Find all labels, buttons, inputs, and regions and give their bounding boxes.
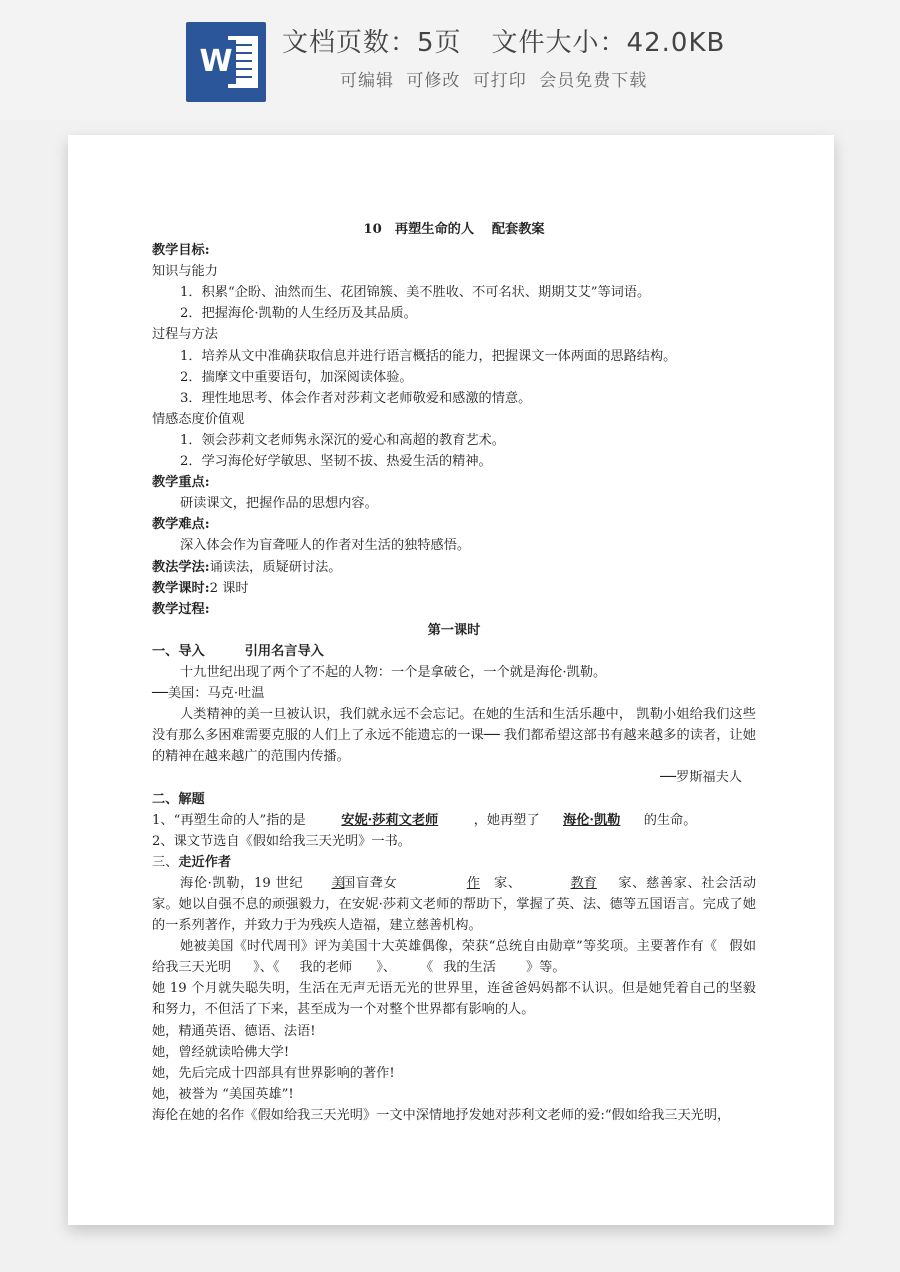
quote-twain: 十九世纪出现了两个了不起的人物：一个是拿破仑，一个就是海伦·凯勒。 <box>180 664 607 680</box>
hours-text: 2 课时 <box>209 580 249 596</box>
author-life: 她 19 个月就失聪失明，生活在无声无语无光的世界里，连爸爸妈妈都不认识。但是她凭着自己的坚毅和努力，不但活了下来，甚至成为一个对整个世界都有影响的人。 <box>152 981 756 1018</box>
method-text: 诵读法，质疑研讨法。 <box>209 559 342 575</box>
author-intro <box>152 873 756 936</box>
key-heading: 教学重点: <box>152 475 210 491</box>
key-text: 研读课文，把握作品的思想内容。 <box>180 496 378 512</box>
honors-e: 《 <box>420 960 434 976</box>
question-1 <box>152 810 756 831</box>
work-title-2: 我的老师 <box>299 960 353 976</box>
blank-education: 教育 <box>570 875 597 891</box>
honors-a: 她被美国《时代周刊》评为美国十大英雄偶像，荣获“总统自由勋章”等奖项。主要著作有《 <box>180 939 718 955</box>
she-line: 她，先后完成十四部具有世界影响的著作! <box>152 1065 395 1081</box>
she-line: 她，曾经就读哈佛大学! <box>152 1044 290 1060</box>
process-item: 1．培养从文中准确获取信息并进行语言概括的能力，把握课文一体两面的思路结构。 <box>180 348 677 364</box>
answer-blank-helen: 海伦·凯勒 <box>563 812 621 828</box>
feature-editable: 可编辑 <box>340 71 394 91</box>
last-line: 海伦在她的名作《假如给我三天光明》一文中深情地抒发她对莎利文老师的爱:“假如给我三天光明， <box>152 1107 731 1123</box>
method-line <box>152 557 756 578</box>
she-line: 她，精通英语、德语、法语! <box>152 1023 316 1039</box>
author-intro-a: 海伦·凯勒，19 世纪 <box>180 875 304 891</box>
knowledge-heading: 知识与能力 <box>152 264 218 280</box>
difficulty-text: 深入体会作为盲聋哑人的作者对生活的独特感悟。 <box>180 538 471 554</box>
section-intro <box>152 641 756 662</box>
file-info <box>282 22 725 59</box>
quote-roosevelt: 人类精神的美一旦被认识，我们就永远不会忘记。在她的生活和生活乐趣中， 凯勒小姐给我们这些没有那么多困难需要克服的人们上了永远不能遗忘的一课── 我们都希望这部书有越来越多的读者，让她的精神在越来越广的范围内传播。 <box>152 707 756 765</box>
process-heading: 过程与方法 <box>152 327 218 343</box>
document-body <box>152 219 756 1126</box>
lesson-heading: 第一课时 <box>427 622 481 638</box>
knowledge-item: 2．把握海伦·凯勒的人生经历及其品质。 <box>180 306 417 322</box>
feature-member-download: 会员免费下载 <box>539 71 648 91</box>
section-author <box>152 852 756 873</box>
feature-modifiable: 可修改 <box>406 71 461 91</box>
emotion-heading: 情感态度价值观 <box>152 411 245 427</box>
section-title-analysis: 二、解题 <box>152 791 205 807</box>
hours-line <box>152 578 756 599</box>
page-count: 文档页数：5页 <box>282 28 462 58</box>
knowledge-item: 1．积累“企盼、油然而生、花团锦簇、美不胜收、不可名状、期期艾艾”等词语。 <box>180 285 651 301</box>
quote-roosevelt-source: ──罗斯福夫人 <box>660 770 742 786</box>
method-label: 教法学法: <box>152 559 210 575</box>
document-page <box>68 135 834 1225</box>
work-title-3: 我的生活 <box>443 960 496 976</box>
work-title-1: 假如给我三天光明 <box>152 939 757 976</box>
emotion-item: 1．领会莎莉文老师隽永深沉的爱心和高超的教育艺术。 <box>180 432 505 448</box>
author-intro-b: 国盲聋女 <box>341 875 398 891</box>
word-icon-letter: W <box>196 40 236 84</box>
section-intro-heading: 一、导入 <box>152 643 205 659</box>
difficulty-heading: 教学难点: <box>152 517 210 533</box>
honors-d: 》、 <box>376 960 397 976</box>
answer-blank-teacher: 安妮·莎莉文老师 <box>341 812 439 828</box>
section-intro-sub: 引用名言导入 <box>244 643 324 659</box>
procedure-heading: 教学过程: <box>152 601 210 617</box>
honors-f: 》等。 <box>525 960 566 976</box>
emotion-item: 2．学习海伦好学敏思、坚韧不拔、热爱生活的精神。 <box>180 454 492 470</box>
section-author-number: 三、 <box>152 854 179 870</box>
question-1-mid: ，她再塑了 <box>473 812 540 828</box>
process-item: 2．揣摩文中重要语句，加深阅读体验。 <box>180 369 413 385</box>
she-line: 她，被誉为 “美国英雄”! <box>152 1086 294 1102</box>
document-title: 10 再塑生命的人 配套教案 <box>363 222 545 237</box>
feature-list <box>340 66 653 91</box>
question-1-text: 1、“再塑生命的人”指的是 <box>152 812 306 828</box>
blank-writer: 作 <box>466 875 480 891</box>
process-item: 3．理性地思考、体会作者对莎莉文老师敬爱和感激的情意。 <box>180 390 532 406</box>
hours-label: 教学课时: <box>152 580 210 596</box>
feature-printable: 可打印 <box>472 71 527 91</box>
word-icon <box>186 22 266 102</box>
section-author-heading: 走近作者 <box>178 854 232 870</box>
blank-country: 美 <box>331 875 345 891</box>
file-size: 文件大小：42.0KB <box>491 28 726 58</box>
quote-twain-source: ──美国：马克·吐温 <box>152 686 265 702</box>
author-intro-d: 家、慈善家、社会活动家。她以自强不息的顽强毅力，在安妮·莎莉文老师的帮助下，掌握了英、法、德等五国语言。完成了她的一系列著作，并致力于为残疾人造福，建立慈善机构。 <box>152 875 757 934</box>
author-intro-c: 家、 <box>493 875 522 891</box>
header-banner <box>0 0 900 120</box>
honors-c: 》、《 <box>253 960 280 976</box>
author-honors <box>152 936 756 978</box>
question-2: 2、课文节选自《假如给我三天光明》一书。 <box>152 833 411 849</box>
question-1-end: 的生命。 <box>643 812 697 828</box>
goals-heading: 教学目标: <box>152 243 210 259</box>
